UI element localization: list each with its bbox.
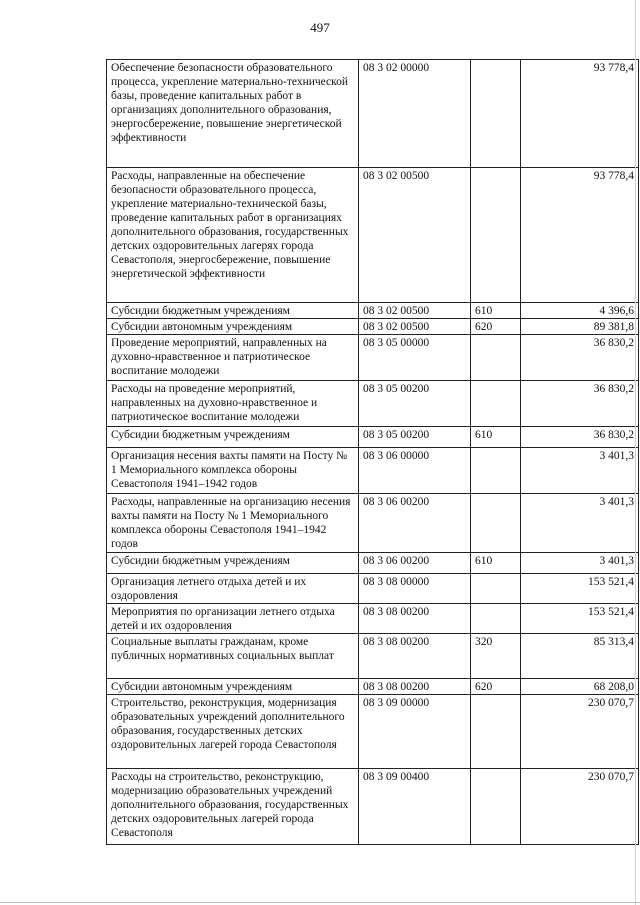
item-name: Организация летнего отдыха детей и их оздоровления: [107, 574, 359, 604]
expense-type-code: [471, 574, 521, 604]
target-article-code: 08 3 08 00200: [359, 679, 471, 695]
target-article-code: 08 3 06 00200: [359, 553, 471, 574]
amount: 93 778,4: [521, 60, 639, 168]
table-row: [107, 494, 639, 553]
item-name: Субсидии бюджетным учреждениям: [107, 427, 359, 448]
item-name: Организация несения вахты памяти на Посту № 1 Мемориального комплекса обороны Севастополя 1941–1942 годов: [107, 448, 359, 494]
amount: 36 830,2: [521, 427, 639, 448]
table-row: [107, 60, 639, 168]
table-row: [107, 604, 639, 634]
amount: 230 070,7: [521, 769, 639, 845]
item-name: Субсидии автономным учреждениям: [107, 319, 359, 335]
amount: 89 381,8: [521, 319, 639, 335]
item-name: Обеспечение безопасности образовательного процесса, укрепление материально-технической базы, проведение капитальных работ в организациях дополнительного образования, энергосбережение, повышение энергетической эффективности: [107, 60, 359, 168]
item-name: Расходы, направленные на обеспечение безопасности образовательного процесса, укрепление материально-технической базы, проведение капитальных работ в организациях дополнительного образования, государственных детских оздоровительных лагерях города Севастополя, энергосбережение, повышение энергетической эффективности: [107, 168, 359, 303]
item-name: Субсидии автономным учреждениям: [107, 679, 359, 695]
scan-edge-bottom: [0, 902, 640, 903]
expense-type-code: [471, 381, 521, 427]
target-article-code: 08 3 06 00200: [359, 494, 471, 553]
target-article-code: 08 3 05 00000: [359, 335, 471, 381]
item-name: Строительство, реконструкция, модернизация образовательных учреждений дополнительного образования, государственных детских оздоровительных лагерей города Севастополя: [107, 695, 359, 769]
expense-type-code: [471, 695, 521, 769]
target-article-code: 08 3 09 00000: [359, 695, 471, 769]
target-article-code: 08 3 02 00500: [359, 319, 471, 335]
target-article-code: 08 3 09 00400: [359, 769, 471, 845]
amount: 3 401,3: [521, 494, 639, 553]
expense-type-code: 610: [471, 553, 521, 574]
expense-type-code: 620: [471, 679, 521, 695]
expense-type-code: [471, 494, 521, 553]
item-name: Мероприятия по организации летнего отдыха детей и их оздоровления: [107, 604, 359, 634]
budget-table: [106, 59, 639, 845]
expense-type-code: [471, 335, 521, 381]
target-article-code: 08 3 05 00200: [359, 427, 471, 448]
table-row: [107, 769, 639, 845]
table-row: [107, 574, 639, 604]
item-name: Субсидии бюджетным учреждениям: [107, 303, 359, 319]
target-article-code: 08 3 08 00200: [359, 634, 471, 679]
table-row: [107, 634, 639, 679]
amount: 85 313,4: [521, 634, 639, 679]
amount: 4 396,6: [521, 303, 639, 319]
scan-edge-right: [635, 0, 636, 905]
table-row: [107, 695, 639, 769]
item-name: Расходы на проведение мероприятий, направленных на духовно-нравственное и патриотическое воспитание молодежи: [107, 381, 359, 427]
page-number: 497: [310, 20, 330, 35]
expense-type-code: [471, 604, 521, 634]
table-row: [107, 319, 639, 335]
target-article-code: 08 3 02 00500: [359, 303, 471, 319]
expense-type-code: 610: [471, 303, 521, 319]
amount: 230 070,7: [521, 695, 639, 769]
expense-type-code: 610: [471, 427, 521, 448]
table-row: [107, 381, 639, 427]
target-article-code: 08 3 06 00000: [359, 448, 471, 494]
amount: 3 401,3: [521, 553, 639, 574]
item-name: Проведение мероприятий, направленных на духовно-нравственное и патриотическое воспитание молодежи: [107, 335, 359, 381]
amount: 36 830,2: [521, 335, 639, 381]
table-row: [107, 168, 639, 303]
target-article-code: 08 3 08 00000: [359, 574, 471, 604]
target-article-code: 08 3 08 00200: [359, 604, 471, 634]
amount: 3 401,3: [521, 448, 639, 494]
table-row: [107, 553, 639, 574]
expense-type-code: [471, 60, 521, 168]
expense-type-code: 620: [471, 319, 521, 335]
table-row: [107, 679, 639, 695]
table-row: [107, 303, 639, 319]
target-article-code: 08 3 02 00000: [359, 60, 471, 168]
expense-type-code: [471, 448, 521, 494]
amount: 36 830,2: [521, 381, 639, 427]
amount: 153 521,4: [521, 574, 639, 604]
item-name: Расходы, направленные на организацию несения вахты памяти на Посту № 1 Мемориального комплекса обороны Севастополя 1941–1942 годов: [107, 494, 359, 553]
amount: 68 208,0: [521, 679, 639, 695]
table-row: [107, 335, 639, 381]
item-name: Субсидии бюджетным учреждениям: [107, 553, 359, 574]
table-row: [107, 448, 639, 494]
target-article-code: 08 3 02 00500: [359, 168, 471, 303]
amount: 153 521,4: [521, 604, 639, 634]
expense-type-code: [471, 769, 521, 845]
item-name: Социальные выплаты гражданам, кроме публичных нормативных социальных выплат: [107, 634, 359, 679]
item-name: Расходы на строительство, реконструкцию, модернизацию образовательных учреждений дополнительного образования, государственных детских оздоровительных лагерей города Севастополя: [107, 769, 359, 845]
expense-type-code: [471, 168, 521, 303]
table-row: [107, 427, 639, 448]
target-article-code: 08 3 05 00200: [359, 381, 471, 427]
amount: 93 778,4: [521, 168, 639, 303]
expense-type-code: 320: [471, 634, 521, 679]
